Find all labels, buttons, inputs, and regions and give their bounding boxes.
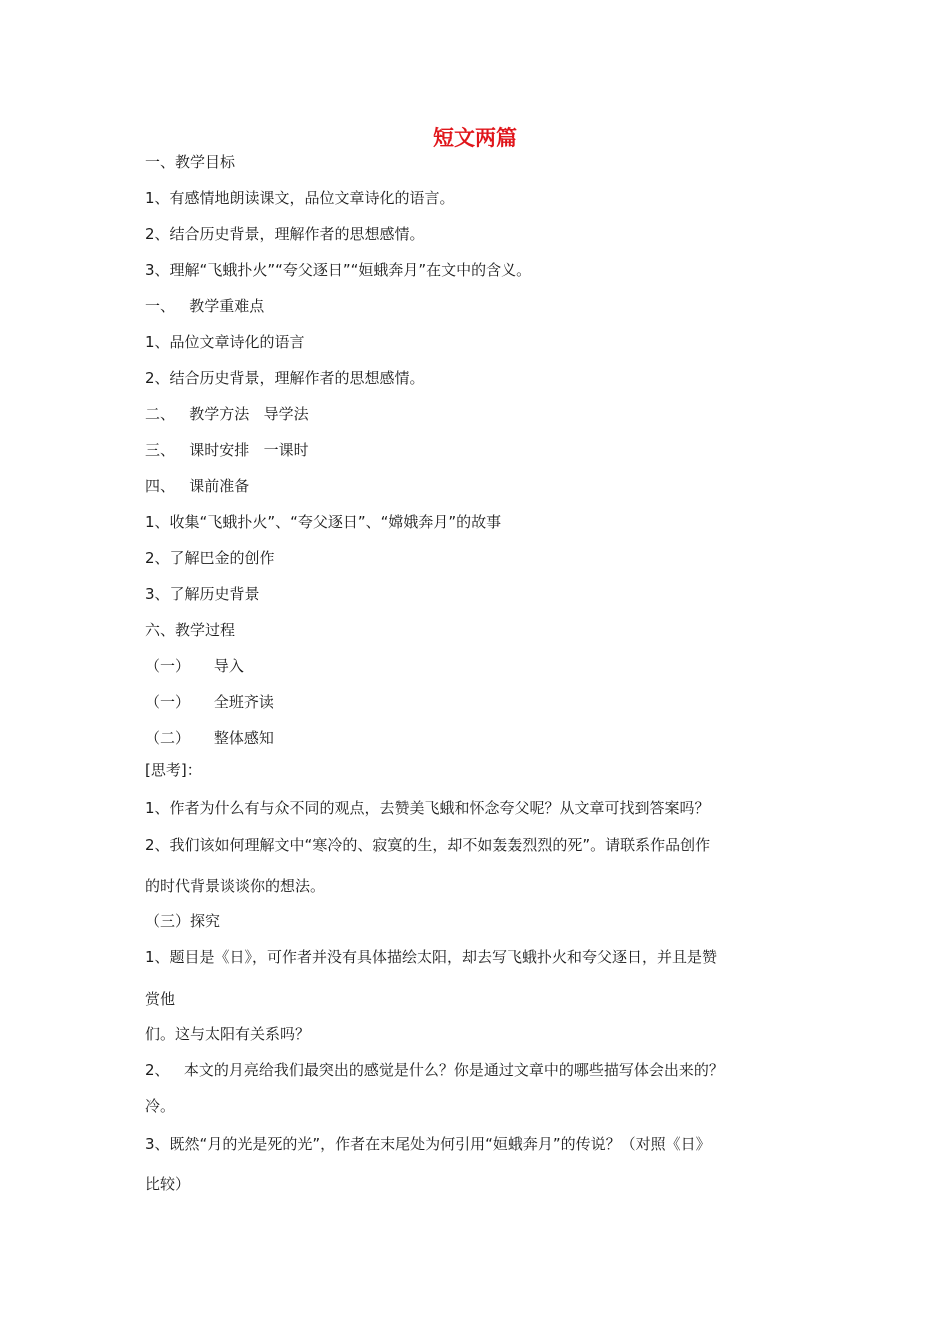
section-heading-preparation: 四、 课前准备 <box>145 477 250 495</box>
objective-item: 3、理解“飞蛾扑火”“夸父逐日”“姮蛾奔月”在文中的含义。 <box>145 261 532 279</box>
key-point-item: 2、结合历史背景，理解作者的思想感情。 <box>145 369 425 387</box>
section-heading-process: 六、教学过程 <box>145 621 236 639</box>
inquiry-question: 1、题目是《日》，可作者并没有具体描绘太阳，却去写飞蛾扑火和夸父逐日，并且是赞 <box>145 948 718 966</box>
thinking-question: 1、作者为什么有与众不同的观点，去赞美飞蛾和怀念夸父呢？从文章可找到答案吗？ <box>145 799 710 817</box>
objective-item: 2、结合历史背景，理解作者的思想感情。 <box>145 225 425 243</box>
inquiry-answer: 冷。 <box>145 1097 176 1115</box>
inquiry-question-continued: 赏他 <box>145 990 176 1008</box>
preparation-item: 2、了解巴金的创作 <box>145 549 275 567</box>
inquiry-question-continued: 比较） <box>145 1175 191 1193</box>
thinking-question: 2、我们该如何理解文中“寒冷的、寂寞的生，却不如轰轰烈烈的死”。请联系作品创作 <box>145 836 711 854</box>
section-heading-key-points: 一、 教学重难点 <box>145 297 265 315</box>
preparation-item: 3、了解历史背景 <box>145 585 260 603</box>
key-point-item: 1、品位文章诗化的语言 <box>145 333 305 351</box>
section-heading-schedule: 三、 课时安排 一课时 <box>145 441 309 459</box>
process-step: （一） 全班齐读 <box>145 693 274 711</box>
inquiry-question-continued: 们。这与太阳有关系吗？ <box>145 1025 311 1043</box>
preparation-item: 1、收集“飞蛾扑火”、“夸父逐日”、“嫦娥奔月”的故事 <box>145 513 502 531</box>
document-title: 短文两篇 <box>433 126 517 150</box>
section-heading-methods: 二、 教学方法 导学法 <box>145 405 309 423</box>
objective-item: 1、有感情地朗读课文，品位文章诗化的语言。 <box>145 189 455 207</box>
section-heading-objectives: 一、教学目标 <box>145 153 236 171</box>
section-heading-inquiry: （三）探究 <box>145 912 221 930</box>
thinking-question-continued: 的时代背景谈谈你的想法。 <box>145 877 326 895</box>
inquiry-question: 2、 本文的月亮给我们最突出的感觉是什么？你是通过文章中的哪些描写体会出来的？ <box>145 1061 724 1079</box>
process-step: （一） 导入 <box>145 657 244 675</box>
thinking-label: [思考]： <box>145 761 202 779</box>
process-step: （二） 整体感知 <box>145 729 274 747</box>
inquiry-question: 3、既然“月的光是死的光”，作者在末尾处为何引用“姮蛾奔月”的传说？（对照《日》 <box>145 1135 711 1153</box>
